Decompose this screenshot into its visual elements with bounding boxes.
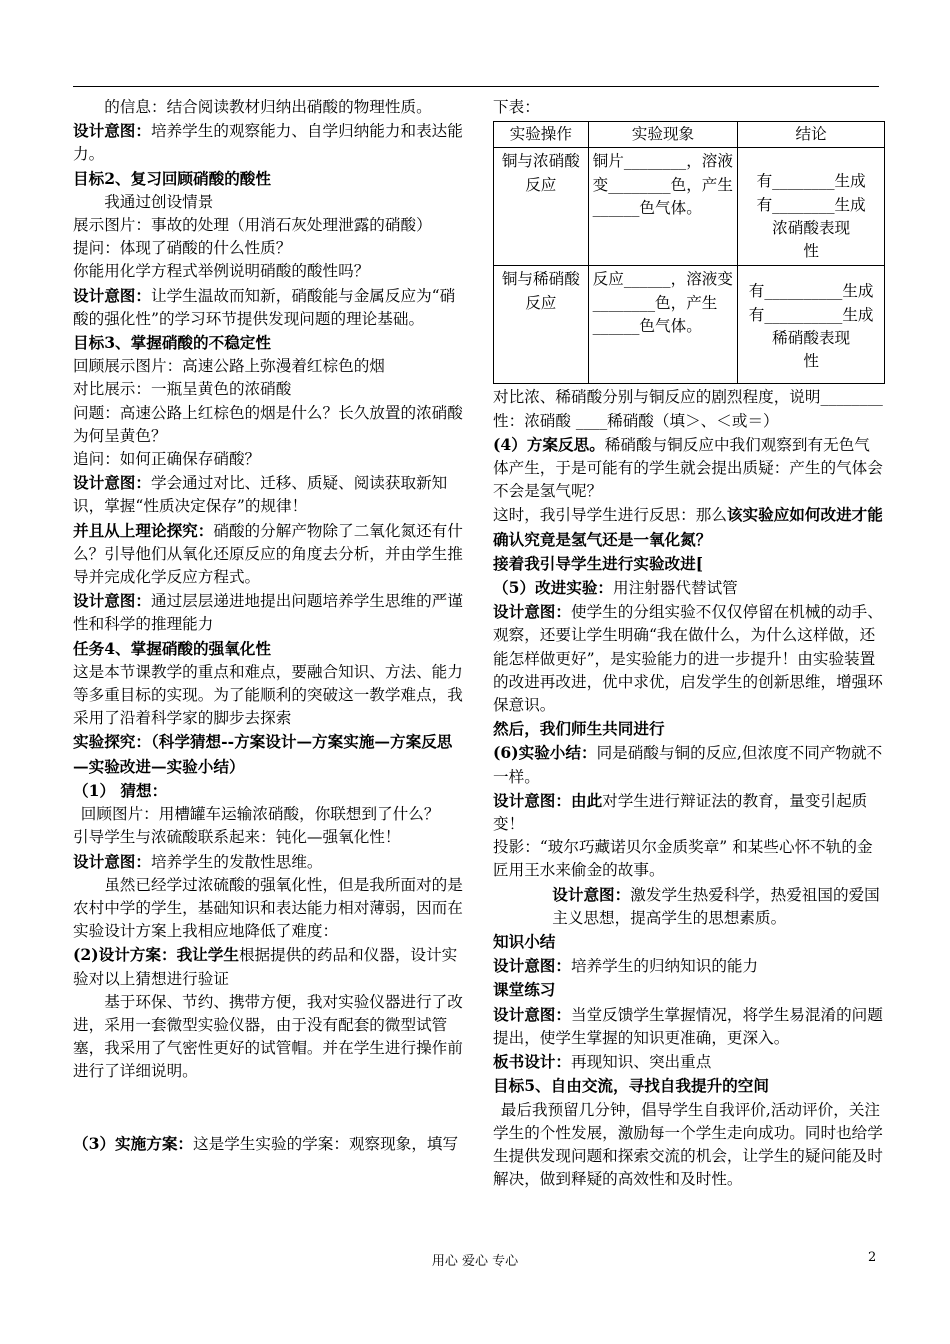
paragraph — [73, 448, 465, 471]
paragraph-text: 问题：高速公路上红棕色的烟是什么？长久放置的浓硝酸为何呈黄色？ — [73, 403, 463, 445]
paragraph — [493, 954, 885, 978]
paragraph-label: 任务4、掌握硝酸的强氧化性 — [73, 638, 271, 658]
paragraph-label: 接着我引导学生进行实验改进[ — [493, 553, 704, 573]
paragraph-text: 培养学生的发散性思维。 — [150, 852, 323, 871]
paragraph — [73, 779, 465, 803]
paragraph-text: 回顾展示图片：高速公路上弥漫着红棕色的烟 — [73, 357, 385, 376]
paragraph — [73, 331, 465, 355]
paragraph-label: （1） 猜想： — [73, 780, 168, 800]
conclusion-line: 有________生成 — [756, 172, 866, 191]
paragraph-label: (4）方案反思。 — [493, 434, 605, 454]
table-cell-phenomena: 铜片________，溶液变________色，产生______色气体。 — [588, 148, 738, 266]
paragraph — [493, 741, 885, 788]
header-rule — [73, 86, 879, 87]
paragraph — [73, 119, 465, 166]
table-row — [494, 148, 885, 266]
paragraph-text: 最后我预留几分钟，倡导学生自我评价,活动评价，关注学生的个性发展，激励每一个学生走向成功。同时也给学生提供发现问题和探索交流的机会，让学生的疑问能及时解决，做到释疑的高效性和及时性。 — [493, 1100, 883, 1189]
paragraph-text: 当堂反馈学生掌握情况，将学生易混淆的问题提出，使学生掌握的知识更准确，更深入。 — [493, 1005, 883, 1047]
paragraph — [73, 589, 465, 636]
paragraph-label: (6)实验小结： — [493, 743, 597, 763]
paragraph-text: 激发学生热爱科学，热爱祖国的爱国主义思想，提高学生的思想素质。 — [552, 885, 880, 927]
paragraph-text: 学会通过对比、迁移、质疑、阅读获取新知识，掌握“性质决定保存”的规律！ — [73, 474, 448, 516]
table-cell-conclusion — [738, 148, 885, 266]
paragraph-text: 回顾图片：用槽罐车运输浓硝酸，你联想到了什么？ — [80, 805, 440, 824]
table-header-row — [494, 122, 885, 148]
paragraph — [493, 386, 885, 432]
paragraph — [73, 1132, 465, 1156]
paragraph — [73, 991, 465, 1084]
paragraph-label: （5）改进实验： — [493, 578, 614, 598]
paragraph — [73, 661, 465, 731]
paragraph — [493, 433, 885, 504]
paragraph — [73, 96, 465, 119]
paragraph — [493, 1099, 885, 1192]
paragraph-text: 的信息：结合阅读教材归纳出硝酸的物理性质。 — [104, 98, 432, 116]
paragraph — [493, 978, 885, 1002]
table-cell-operation: 铜与浓硝酸反应 — [494, 148, 589, 266]
paragraph-text: 我通过创设情景 — [104, 192, 214, 211]
paragraph — [493, 1050, 885, 1074]
paragraph — [493, 600, 885, 717]
conclusion-line: 性 — [803, 352, 819, 371]
paragraph-text: 投影：“玻尔巧藏诺贝尔金质奖章” 和某些心怀不轨的金匠用王水来偷金的故事。 — [493, 838, 873, 880]
table-cell-phenomena: 反应______，溶液变________色，产生______色气体。 — [588, 266, 738, 384]
paragraph-label: 设计意图： — [552, 884, 631, 904]
page-number: 2 — [868, 1250, 877, 1265]
paragraph — [493, 552, 885, 576]
paragraph-label: 设计意图： — [73, 851, 151, 871]
paragraph-label: 设计意图： — [493, 602, 571, 622]
paragraph-emphasis: 该实验应如何改进才能确认究竟是氢气还是一氧化氮？ — [493, 505, 883, 549]
paragraph — [73, 803, 465, 826]
paragraph-label: 板书设计： — [493, 1052, 571, 1072]
paragraph — [493, 1003, 885, 1050]
left-column — [73, 96, 465, 1156]
paragraph — [493, 1074, 885, 1098]
paragraph-text: 再现知识、突出重点 — [570, 1053, 712, 1072]
paragraph — [73, 378, 465, 401]
paragraph-label: 知识小结 — [493, 932, 556, 952]
paragraph-text: 对比展示：一瓶呈黄色的浓硝酸 — [73, 380, 292, 399]
paragraph — [493, 503, 885, 551]
paragraph-text: 让学生温故而知新，硝酸能与金属反应为“硝酸的强化性”的学习环节提供发现问题的理论基础。 — [73, 286, 456, 328]
paragraph-text: 对比浓、稀硝酸分别与铜反应的剧烈程度，说明________性：浓硝酸 ____稀硝酸（填＞、＜或＝） — [493, 388, 883, 430]
paragraph-label: 目标2、复习回顾硝酸的酸性 — [73, 168, 271, 188]
paragraph-text: 使学生的分组实验不仅仅停留在机械的动手、观察，还要让学生明确“我在做什么，为什么这样做，还能怎样做更好”，是实验能力的进一步提升！由实验装置的改进再改进，优中求优，启发学生的创新思维，增强环保意识。 — [493, 603, 883, 715]
spacer — [73, 1084, 465, 1132]
paragraph-label: 目标5、自由交流，寻找自我提升的空间 — [493, 1076, 769, 1096]
paragraph-text: 培养学生的观察能力、自学归纳能力和表达能力。 — [73, 122, 463, 164]
paragraph-label: 设计意图： — [73, 121, 151, 141]
experiment-table — [493, 121, 885, 384]
paragraph — [493, 930, 885, 954]
conclusion-line: 有__________生成 — [748, 305, 874, 324]
paragraph-label: 设计意图： — [493, 956, 571, 976]
paragraph — [73, 850, 465, 874]
paragraph-text: 这是学生实验的学案：观察现象，填写 — [193, 1134, 459, 1153]
paragraph — [73, 730, 465, 778]
paragraph-text: 用注射器代替试管 — [613, 579, 738, 598]
paragraph-label: 实验探究：（科学猜想--方案设计—方案实施—方案反思—实验改进—实验小结） — [73, 732, 453, 776]
paragraph-text: 硝酸的分解产物除了二氧化氮还有什么？引导他们从氧化还原反应的角度去分析，并由学生推导并完成化学反应方程式。 — [73, 521, 463, 587]
table-cell-conclusion — [738, 266, 885, 384]
paragraph-text: 引导学生与浓硫酸联系起来：钝化—强氧化性！ — [73, 828, 401, 847]
conclusion-line: 有________生成 — [756, 195, 866, 214]
paragraph — [73, 355, 465, 378]
page-footer: 用心 爱心 专心 — [431, 1254, 519, 1269]
paragraph — [493, 717, 885, 741]
table-header-cell: 结论 — [738, 122, 885, 148]
paragraph-label: 设计意图： — [73, 591, 151, 611]
paragraph — [73, 284, 465, 331]
paragraph-label: 设计意图： — [73, 473, 151, 493]
paragraph — [73, 519, 465, 590]
paragraph-label: 然后，我们师生共同进行 — [493, 719, 665, 739]
paragraph — [73, 214, 465, 237]
table-cell-operation: 铜与稀硝酸反应 — [494, 266, 589, 384]
table-intro: 下表： — [493, 98, 540, 116]
paragraph-text: 追问：如何正确保存硝酸？ — [73, 450, 261, 469]
paragraph-text: 你能用化学方程式举例说明硝酸的酸性吗？ — [73, 262, 370, 281]
paragraph-label: 并且从上理论探究： — [73, 520, 214, 540]
paragraph — [493, 789, 885, 836]
paragraph-text: 根据提供的药品和仪器，设计实验对以上猜想进行验证 — [73, 946, 458, 988]
paragraph — [73, 637, 465, 661]
paragraph-text: 同是硝酸与铜的反应,但浓度不同产物就不一样。 — [493, 744, 883, 786]
right-column-text — [493, 386, 885, 1191]
paragraph — [73, 874, 465, 944]
paragraph — [73, 237, 465, 260]
paragraph-text: 提问：体现了硝酸的什么性质？ — [73, 239, 292, 258]
paragraph — [73, 943, 465, 990]
paragraph-text: 虽然已经学过浓硫酸的强氧化性，但是我所面对的是农村中学的学生，基础知识和表达能力相对薄弱，因而在实验设计方案上我相应地降低了难度： — [73, 875, 463, 941]
table-header-cell: 实验现象 — [588, 122, 738, 148]
paragraph — [493, 836, 885, 882]
paragraph-text: 展示图片：事故的处理（用消石灰处理泄露的硝酸） — [73, 216, 432, 235]
paragraph — [73, 402, 465, 448]
paragraph-label: （3）实施方案： — [73, 1133, 194, 1153]
paragraph-text: 培养学生的归纳知识的能力 — [570, 957, 759, 976]
paragraph — [493, 576, 885, 600]
paragraph — [493, 883, 885, 930]
paragraph-label: 目标3、掌握硝酸的不稳定性 — [73, 333, 271, 353]
paragraph — [73, 191, 465, 214]
paragraph-label: 设计意图：由此 — [493, 790, 603, 810]
paragraph-text: 这是本节课教学的重点和难点，要融合知识、方法、能力等多重目标的实现。为了能顺利的突破这一教学难点，我采用了沿着科学家的脚步去探索 — [73, 662, 463, 728]
paragraph-text: 稀硝酸与铜反应中我们观察到有无色气体产生，于是可能有的学生就会提出质疑：产生的气体会不会是氢气呢？ — [493, 435, 883, 501]
paragraph-text: 基于环保、节约、携带方便，我对实验仪器进行了改进，采用一套微型实验仪器，由于没有配套的微型试管塞，我采用了气密性更好的试管帽。并在学生进行操作前进行了详细说明。 — [73, 992, 463, 1081]
paragraph-text: 通过层层递进地提出问题培养学生思维的严谨性和科学的推理能力 — [73, 592, 463, 634]
conclusion-line: 性 — [803, 242, 819, 261]
paragraph — [73, 826, 465, 849]
conclusion-line: 稀硝酸表现 — [772, 328, 851, 347]
paragraph — [73, 471, 465, 518]
paragraph-text: 这时，我引导学生进行反思：那么 — [493, 506, 727, 525]
paragraph-label: 设计意图： — [493, 1004, 571, 1024]
paragraph — [73, 260, 465, 283]
table-row — [494, 266, 885, 384]
paragraph-label: (2)设计方案：我让学生 — [73, 945, 239, 965]
conclusion-line: 浓硝酸表现 — [772, 218, 851, 237]
paragraph-text: 对学生进行辩证法的教育，量变引起质变！ — [493, 791, 868, 834]
paragraph — [73, 167, 465, 191]
right-column — [493, 96, 885, 1191]
paragraph-label: 设计意图： — [73, 285, 151, 305]
table-header-cell: 实验操作 — [494, 122, 589, 148]
conclusion-line: 有__________生成 — [748, 282, 874, 301]
paragraph-label: 课堂练习 — [493, 980, 556, 1000]
